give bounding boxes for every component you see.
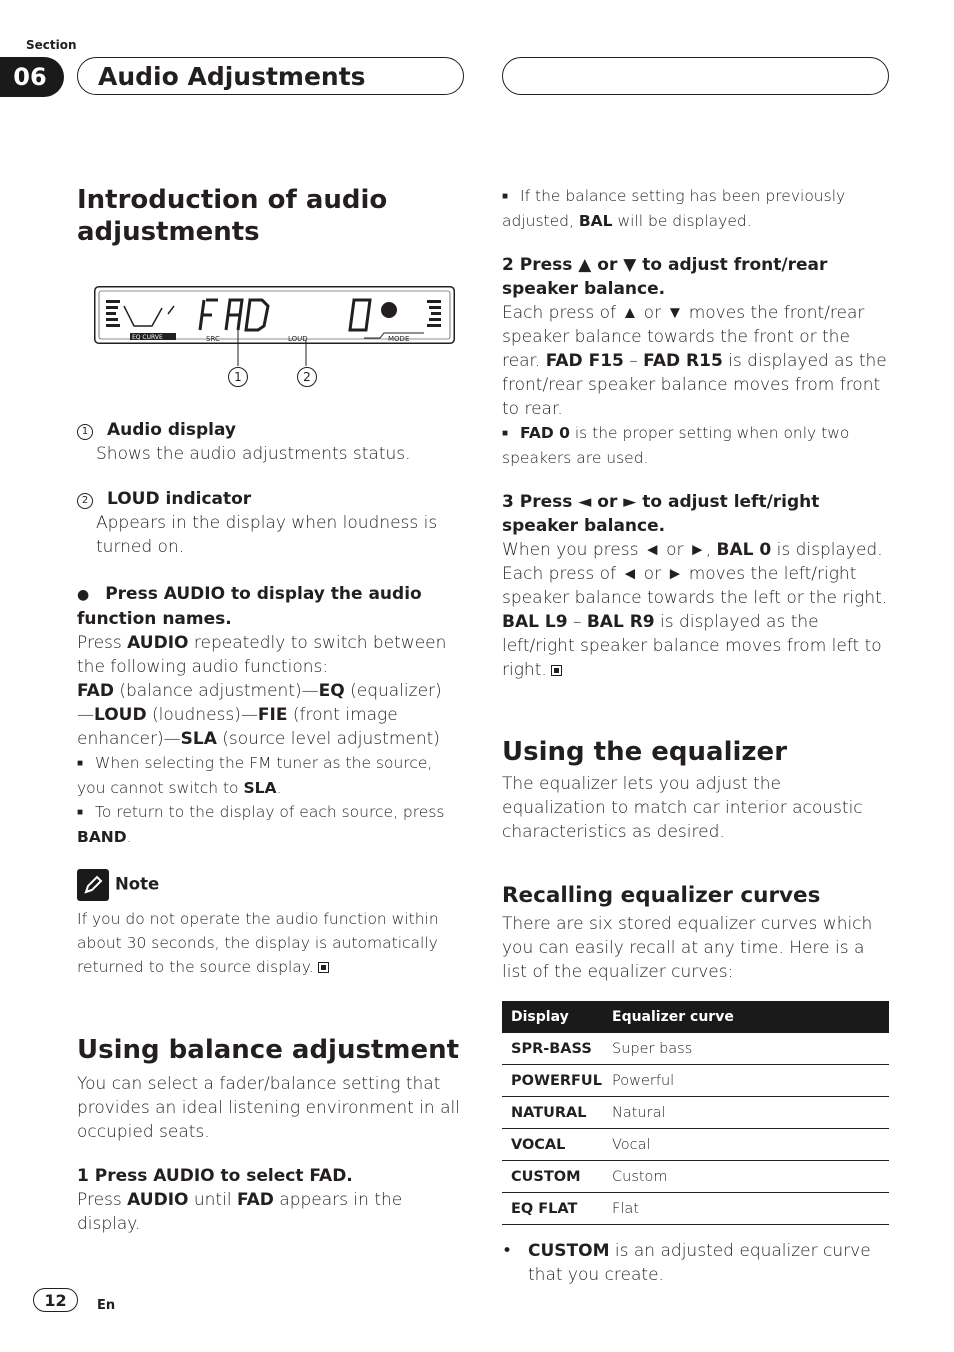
list-item xyxy=(77,487,463,559)
item-number: 2 xyxy=(77,493,93,509)
band-note: ■ To return to the display of each source, press BAND. xyxy=(77,800,463,849)
list-item xyxy=(77,418,463,466)
intro-heading: Introduction of audio adjustments xyxy=(77,185,388,247)
callout-2: 2 xyxy=(297,367,317,387)
right-column xyxy=(502,184,890,1287)
table-header-row xyxy=(502,1001,889,1033)
custom-bullet: • CUSTOM is an adjusted equalizer curve that you create. xyxy=(502,1241,871,1285)
lcd-label-loud: LOUD xyxy=(288,335,308,343)
table-row: EQ FLAT Flat xyxy=(502,1193,889,1225)
lcd-label-mode: MODE xyxy=(388,335,410,343)
table-row: SPR-BASS Super bass xyxy=(502,1033,889,1065)
recalling-heading: Recalling equalizer curves xyxy=(502,883,821,908)
balance-heading: Using balance adjustment xyxy=(77,1035,460,1065)
section-title: Audio Adjustments xyxy=(77,57,464,95)
equalizer-table xyxy=(502,1001,889,1225)
item-number: 1 xyxy=(77,424,93,440)
end-mark-icon xyxy=(318,962,329,973)
table-row: CUSTOM Custom xyxy=(502,1161,889,1193)
language-code: En xyxy=(97,1298,116,1313)
press-audio-text: Press AUDIO repeatedly to switch between the following audio functions: xyxy=(77,633,447,677)
step-1-heading: 1 Press AUDIO to select FAD. xyxy=(77,1166,353,1186)
table-row: VOCAL Vocal xyxy=(502,1129,889,1161)
table-row: POWERFUL Powerful xyxy=(502,1065,889,1097)
note-box xyxy=(77,869,463,979)
recalling-intro: There are six stored equalizer curves which you can easily recall at any time. Here is a list of the equalizer curves: xyxy=(502,914,873,982)
item-desc: Appears in the display when loudness is turned on. xyxy=(96,513,438,557)
note-text: If you do not operate the audio function within about 30 seconds, the display is automatically returned to the source display. xyxy=(77,910,439,976)
previous-bal-note: ■ If the balance setting has been previously adjusted, BAL will be displayed. xyxy=(502,184,890,233)
balance-intro: You can select a fader/balance setting that provides an ideal listening environment in all occupied seats. xyxy=(77,1074,460,1142)
item-title: Audio display xyxy=(107,420,236,440)
end-mark-icon xyxy=(551,665,562,676)
equalizer-heading: Using the equalizer xyxy=(502,737,788,767)
left-column xyxy=(77,184,463,248)
item-title: LOUD indicator xyxy=(107,489,252,509)
note-label: Note xyxy=(115,874,160,894)
table-header-display: Display xyxy=(502,1001,603,1033)
header-blank-pill xyxy=(502,57,889,95)
table-header-curve: Equalizer curve xyxy=(603,1001,889,1033)
section-label: Section xyxy=(26,38,77,52)
item-desc: Shows the audio adjustments status. xyxy=(96,444,411,464)
section-number-badge: 06 xyxy=(0,57,64,97)
step-2-heading: 2 Press ▲ or ▼ to adjust front/rear speaker balance. xyxy=(502,255,828,299)
step-3-text: When you press ◄ or ►, BAL 0 is displayed. Each press of ◄ or ► moves the left/right speaker balance towards the left or the right. BAL L9 – BAL R9 is displayed as the left/right speaker balance moves from left to right. xyxy=(502,540,888,680)
fm-tuner-note: ■ When selecting the FM tuner as the source, you cannot switch to SLA. xyxy=(77,751,463,800)
page-number: 12 xyxy=(33,1288,78,1312)
pencil-icon xyxy=(77,869,109,901)
bullet-heading: ● Press AUDIO to display the audio function names. xyxy=(77,584,422,629)
lcd-label-src: SRC xyxy=(206,335,220,343)
fad-0-note: ■ FAD 0 is the proper setting when only two speakers are used. xyxy=(502,421,890,470)
equalizer-intro: The equalizer lets you adjust the equalization to match car interior acoustic characteristics as desired. xyxy=(502,774,863,842)
display-items-list xyxy=(77,418,463,1236)
table-row: NATURAL Natural xyxy=(502,1097,889,1129)
callout-1: 1 xyxy=(228,367,248,387)
step-1-text: Press AUDIO until FAD appears in the display. xyxy=(77,1190,403,1234)
lcd-label-eq-curve: EQ CURVE xyxy=(132,334,163,341)
functions-list: FAD (balance adjustment)—EQ (equalizer) —LOUD (loudness)—FIE (front image enhancer)—SLA (source level adjustment) xyxy=(77,681,442,749)
step-2-text: Each press of ▲ or ▼ moves the front/rear speaker balance towards the front or the rear. FAD F15 – FAD R15 is displayed as the front/rear speaker balance moves from front to rear. xyxy=(502,303,887,419)
step-3-heading: 3 Press ◄ or ► to adjust left/right speaker balance. xyxy=(502,492,820,536)
